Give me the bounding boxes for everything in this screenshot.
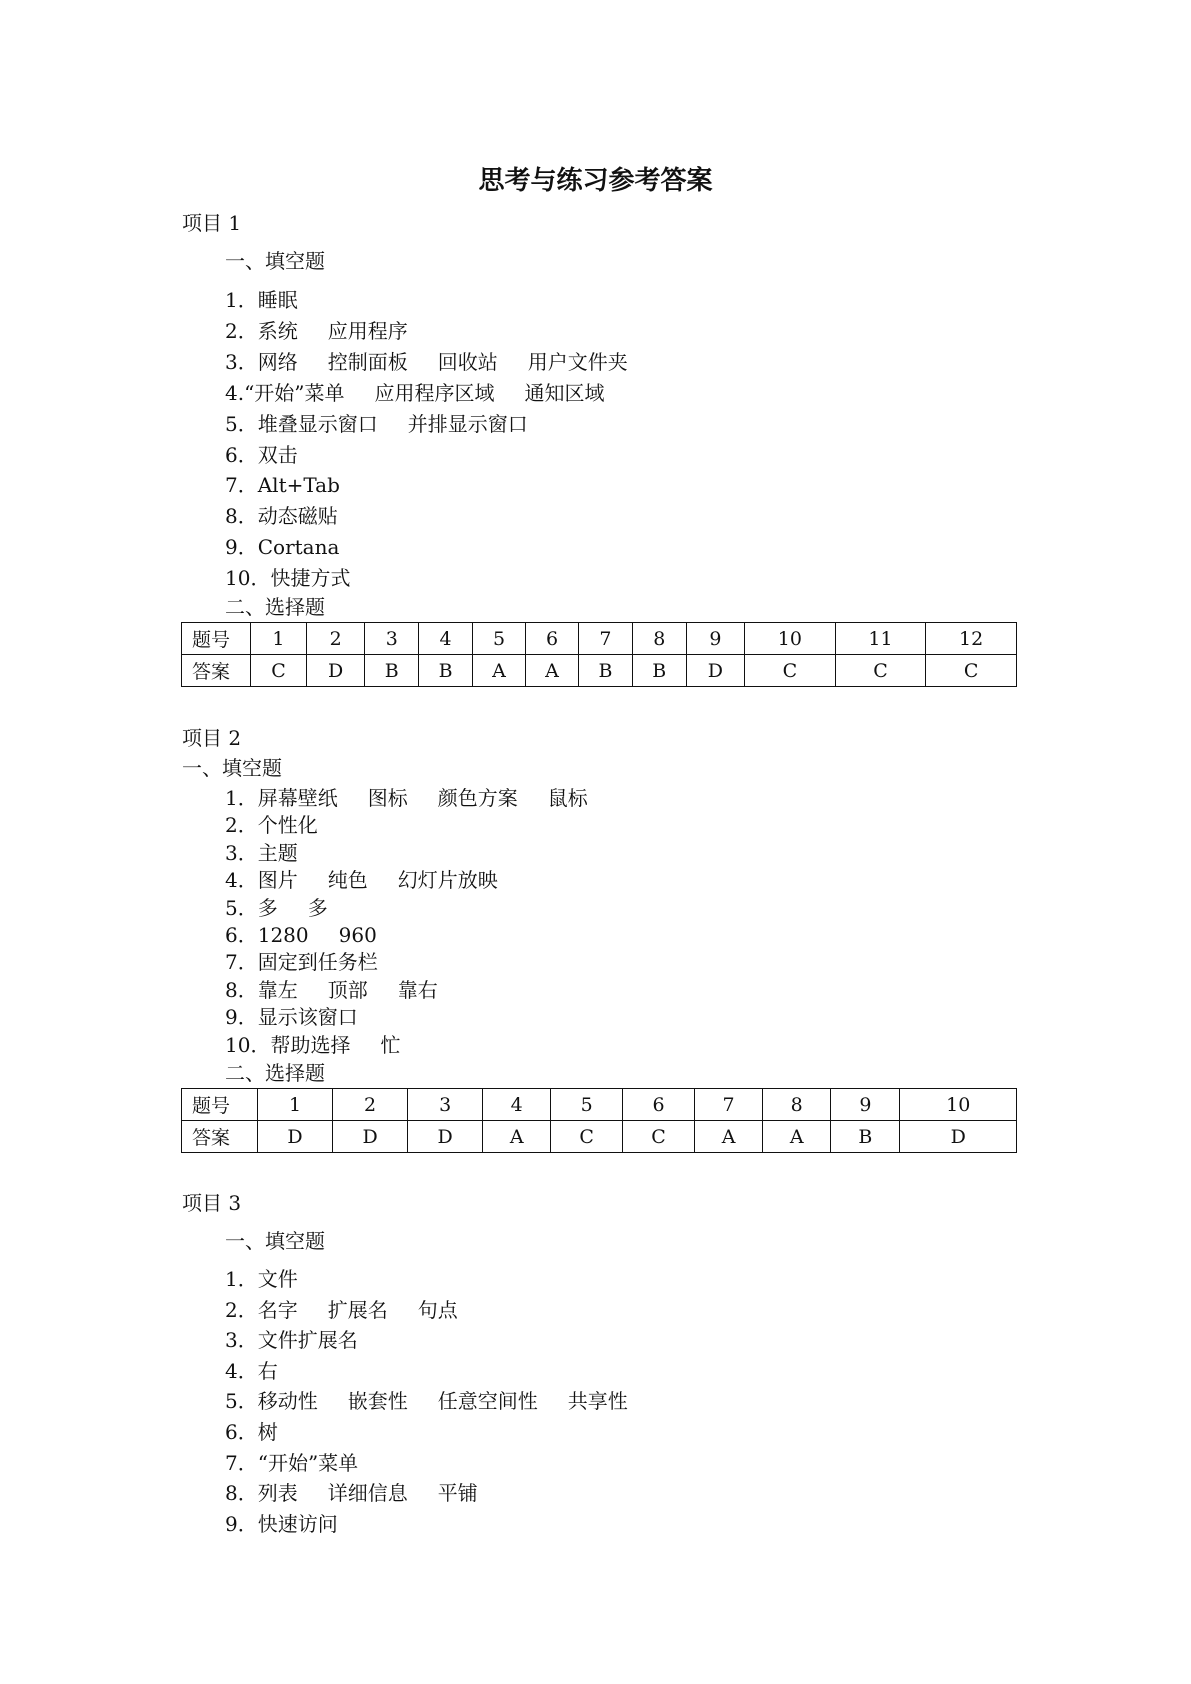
fill-answer-text: 8．动态磁贴	[225, 504, 338, 529]
fill-answer-line	[225, 1004, 358, 1030]
fill-answer-text: 任意空间性	[437, 1389, 538, 1414]
answer-cell: C	[745, 655, 836, 687]
project-1-heading: 项目 1	[182, 211, 242, 235]
project-2-heading: 项目 2	[182, 726, 242, 750]
fill-answer-text: 6．1280	[225, 923, 309, 947]
question-number-cell: 9	[831, 1089, 900, 1121]
fill-answer-line	[225, 1032, 400, 1058]
page-title: 思考与练习参考答案	[478, 166, 713, 196]
fill-answer-line	[225, 867, 498, 893]
answer-cell: D	[900, 1121, 1017, 1153]
fill-answer-text: 7．固定到任务栏	[225, 950, 378, 975]
fill-answer-text: 控制面板	[327, 349, 408, 374]
answer-cell: B	[632, 655, 686, 687]
fill-answer-text: 6．双击	[225, 442, 298, 467]
answer-cell: D	[306, 655, 364, 687]
fill-answer-text: 忙	[380, 1032, 401, 1057]
fill-answer-line	[225, 1358, 278, 1384]
fill-answer-text: 纯色	[327, 868, 368, 893]
project-1-answer-table	[181, 622, 1017, 687]
answer-cell: A	[526, 655, 579, 687]
fill-answer-text: 并排显示窗口	[407, 411, 528, 436]
fill-answer-text: 9．显示该窗口	[225, 1005, 358, 1030]
answer-cell: A	[473, 655, 526, 687]
fill-answer-text: 3．主题	[225, 840, 298, 865]
fill-answer-text: 6．树	[225, 1420, 278, 1444]
fill-answer-text: 2．名字	[225, 1297, 298, 1322]
fill-answer-line	[225, 1327, 358, 1353]
fill-answer-text: 图标	[367, 786, 408, 810]
answer-cell: B	[365, 655, 419, 687]
question-number-cell: 2	[333, 1089, 408, 1121]
fill-answer-line	[225, 349, 628, 375]
fill-answer-line	[225, 922, 377, 948]
fill-answer-line	[225, 411, 528, 437]
fill-answer-text: 颜色方案	[437, 786, 518, 810]
fill-answer-text: 靠右	[397, 977, 438, 1002]
fill-answer-line	[225, 503, 338, 529]
question-number-cell: 8	[763, 1089, 831, 1121]
fill-answer-text: 3．文件扩展名	[225, 1328, 358, 1353]
fill-answer-text: 4.“开始”菜单	[225, 380, 345, 405]
table-row-numbers	[182, 1089, 1017, 1121]
project-2-answer-table	[181, 1088, 1017, 1153]
fill-answer-text: 4．图片	[225, 868, 298, 893]
question-number-cell: 3	[408, 1089, 483, 1121]
fill-answer-text: 通知区域	[524, 380, 605, 405]
row-label-answer: 答案	[182, 655, 251, 687]
fill-answer-line	[225, 380, 605, 406]
question-number-cell: 4	[483, 1089, 551, 1121]
fill-answer-text: 顶部	[327, 977, 368, 1002]
fill-answer-line	[225, 785, 588, 811]
fill-answer-text: 960	[338, 923, 377, 947]
answer-cell: C	[623, 1121, 695, 1153]
fill-answer-line	[225, 840, 298, 866]
fill-answer-line	[225, 472, 340, 498]
answer-cell: C	[551, 1121, 623, 1153]
row-label-number: 题号	[182, 623, 251, 655]
fill-answer-text: 10．快捷方式	[225, 566, 351, 591]
fill-answer-text: 8．靠左	[225, 977, 298, 1002]
table-row-numbers	[182, 623, 1017, 655]
fill-answer-text: 幻灯片放映	[397, 868, 498, 893]
question-number-cell: 11	[835, 623, 926, 655]
fill-answer-text: 详细信息	[327, 1481, 408, 1506]
question-number-cell: 4	[419, 623, 473, 655]
fill-answer-text: 1．睡眠	[225, 288, 298, 312]
fill-answer-text: 1．文件	[225, 1267, 298, 1291]
fill-answer-text: 鼠标	[547, 786, 588, 810]
fill-answer-text: 3．网络	[225, 349, 298, 374]
fill-answer-text: 5．移动性	[225, 1389, 318, 1414]
row-label-number: 题号	[182, 1089, 258, 1121]
fill-answer-line	[225, 949, 378, 975]
fill-answer-text: 9．Cortana	[225, 535, 340, 560]
fill-answer-text: 回收站	[437, 349, 498, 374]
fill-answer-text: 1．屏幕壁纸	[225, 786, 338, 810]
fill-answer-line	[225, 534, 339, 560]
fill-answer-text: 句点	[417, 1297, 458, 1322]
fill-answer-text: 扩展名	[327, 1297, 388, 1322]
answer-cell: D	[686, 655, 744, 687]
fill-answer-text: 8．列表	[225, 1481, 298, 1506]
fill-answer-text: 7．“开始”菜单	[225, 1450, 359, 1475]
question-number-cell: 1	[258, 1089, 333, 1121]
fill-answer-text: 5．堆叠显示窗口	[225, 411, 378, 436]
fill-answer-line	[225, 1266, 298, 1292]
fill-answer-text: 2．个性化	[225, 813, 318, 838]
answer-cell: D	[408, 1121, 483, 1153]
table-row-answers	[182, 655, 1017, 687]
question-number-cell: 3	[365, 623, 419, 655]
project-1-choice-heading: 二、选择题	[225, 595, 325, 619]
answer-cell: D	[258, 1121, 333, 1153]
fill-answer-line	[225, 442, 298, 468]
fill-answer-line	[225, 318, 408, 344]
question-number-cell: 6	[526, 623, 579, 655]
question-number-cell: 5	[473, 623, 526, 655]
fill-answer-line	[225, 1388, 628, 1414]
question-number-cell: 10	[900, 1089, 1017, 1121]
fill-answer-line	[225, 812, 318, 838]
table-row-answers	[182, 1121, 1017, 1153]
fill-answer-line	[225, 1511, 338, 1537]
question-number-cell: 5	[551, 1089, 623, 1121]
answer-cell: B	[831, 1121, 900, 1153]
fill-answer-text: 共享性	[567, 1389, 628, 1414]
answer-cell: A	[763, 1121, 831, 1153]
row-label-answer: 答案	[182, 1121, 258, 1153]
fill-answer-text: 应用程序区域	[374, 380, 495, 405]
question-number-cell: 7	[695, 1089, 763, 1121]
project-1-fill-heading: 一、填空题	[225, 249, 325, 273]
question-number-cell: 1	[251, 623, 307, 655]
answer-cell: A	[483, 1121, 551, 1153]
answer-cell: C	[926, 655, 1017, 687]
answer-cell: A	[695, 1121, 763, 1153]
fill-answer-text: 10．帮助选择	[225, 1032, 351, 1057]
answer-cell: C	[835, 655, 926, 687]
fill-answer-line	[225, 1297, 458, 1323]
question-number-cell: 8	[632, 623, 686, 655]
question-number-cell: 2	[306, 623, 364, 655]
fill-answer-line	[225, 287, 298, 313]
fill-answer-line	[225, 1419, 278, 1445]
question-number-cell: 12	[926, 623, 1017, 655]
question-number-cell: 10	[745, 623, 836, 655]
fill-answer-text: 4．右	[225, 1358, 278, 1383]
answer-cell: B	[579, 655, 633, 687]
fill-answer-text: 平铺	[437, 1481, 478, 1506]
fill-answer-text: 多	[307, 895, 328, 920]
fill-answer-line	[225, 977, 438, 1003]
question-number-cell: 6	[623, 1089, 695, 1121]
fill-answer-text: 嵌套性	[347, 1389, 408, 1414]
fill-answer-text: 7．Alt+Tab	[225, 473, 340, 498]
question-number-cell: 9	[686, 623, 744, 655]
fill-answer-line	[225, 565, 350, 591]
project-2-choice-heading: 二、选择题	[225, 1061, 325, 1085]
answer-cell: D	[333, 1121, 408, 1153]
fill-answer-text: 用户文件夹	[527, 349, 628, 374]
fill-answer-text: 应用程序	[327, 318, 408, 343]
answer-cell: C	[251, 655, 307, 687]
fill-answer-text: 9．快速访问	[225, 1511, 338, 1536]
question-number-cell: 7	[579, 623, 633, 655]
project-2-fill-heading: 一、填空题	[182, 756, 282, 780]
fill-answer-line	[225, 1450, 358, 1476]
fill-answer-text: 5．多	[225, 895, 278, 920]
project-3-fill-heading: 一、填空题	[225, 1229, 325, 1253]
fill-answer-line	[225, 895, 328, 921]
fill-answer-text: 2．系统	[225, 318, 298, 343]
fill-answer-line	[225, 1480, 478, 1506]
project-3-heading: 项目 3	[182, 1191, 242, 1215]
answer-cell: B	[419, 655, 473, 687]
